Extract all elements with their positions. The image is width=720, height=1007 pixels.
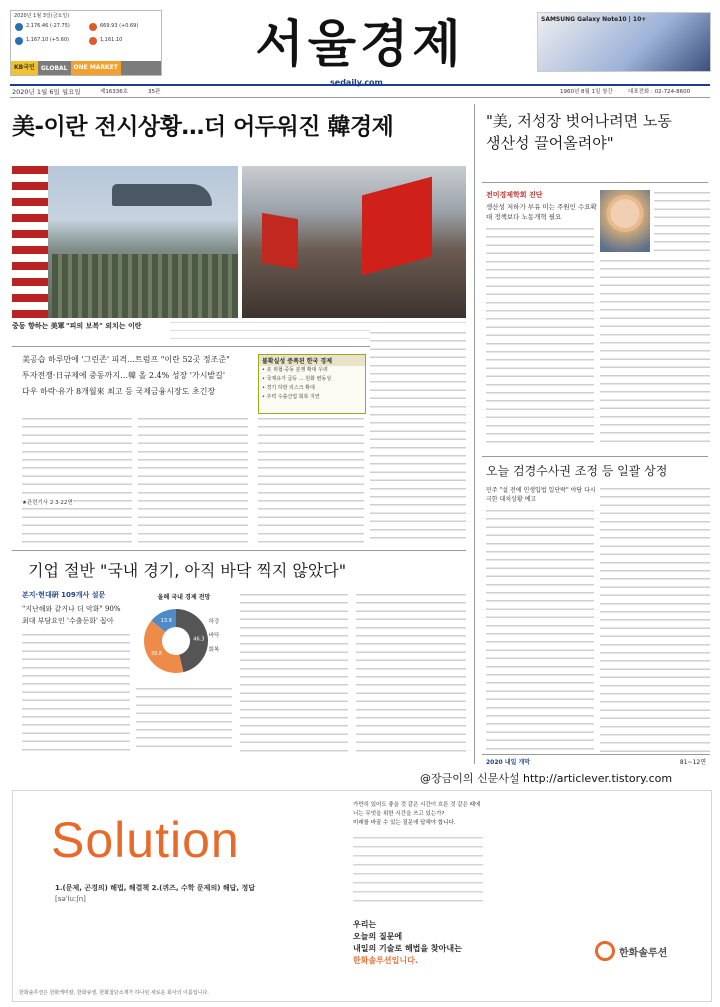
uncertainty-item: • 美 위협·중동 분쟁 확대 우려 (262, 367, 328, 373)
ad-copy-top (353, 801, 573, 828)
kosdaq-up-icon (89, 23, 97, 31)
ad-copy-filler (353, 835, 483, 905)
ad-definition: 1.(문제, 곤경의) 해법, 해결책 2.(퀴즈, 수학 문제의) 해답, 정답 (55, 884, 255, 892)
mid-body-col-2 (136, 686, 232, 752)
banner-global: GLOBAL (40, 64, 68, 72)
site-domain[interactable]: sedaily.com (330, 78, 383, 87)
ad-tagline: 오늘의 질문에 (353, 932, 403, 941)
kosdaq-value: 669.93 (+0.69) (100, 23, 139, 29)
chart-title: 올해 국내 경제 전망 (157, 594, 211, 601)
hanwha-logo-icon (595, 941, 615, 961)
aircraft-shape (112, 184, 212, 206)
pie-category-label: 회복 (208, 647, 220, 653)
mid-divider (12, 550, 466, 551)
mid-sub-1: "지난해와 같거나 더 악화" 90% (22, 605, 121, 613)
corner-ad (537, 12, 711, 72)
uncertainty-box-title: 불확실성 증폭된 한국 경제 (259, 355, 365, 366)
uncertainty-box (258, 354, 366, 414)
usd-value: 1,167.10 (+5.60) (26, 37, 70, 43)
masthead-underline (10, 97, 710, 98)
lead-sub-2: 투자전쟁·日규제에 중동까지…韓 올 2.4% 성장 '가시밭길' (22, 371, 226, 380)
kospi-value: 2,176.46 (-27.75) (26, 23, 70, 29)
watermark: @장금이의 신문사설 http://articlever.tistory.com (420, 772, 673, 785)
ad-copy-line: 너는 무엇을 위한 시간을 쓰고 있는가? (353, 811, 445, 817)
uncertainty-item: • 주력 수출산업 회복 지연 (262, 394, 320, 400)
right-body-b (654, 190, 710, 254)
mid-body-col-3 (240, 592, 348, 752)
caption-right: "피의 보복" 외치는 이란 (66, 322, 142, 330)
ad-pronunciation: [səˈluːʃn] (55, 895, 86, 903)
red-flag-shape-2 (262, 213, 298, 269)
ad-section (12, 790, 712, 1002)
corner-ad-text: SAMSUNG Galaxy Note10 | 10+ (541, 16, 647, 23)
ad-fine-print: 한화솔루션은 한화케미칼, 한화큐셀, 한화첨단소재가 하나된 새로운 회사의 이름입니다. (19, 990, 209, 996)
jpy-value: 1,161.10 (100, 37, 123, 43)
pie-category-label: 하강 (208, 619, 220, 625)
photo-iran-crowd (242, 166, 466, 318)
right-headline: "美, 저성장 벗어나려면 노동생산성 끌어올려야" (486, 112, 672, 152)
lead-body-col-2 (138, 416, 248, 544)
lead-body-col-3 (258, 416, 364, 544)
banner-market: ONE MARKET (71, 61, 121, 75)
lead-sub-3: 다우 하락·유가 8개월來 최고 등 국제금융시장도 초긴장 (22, 387, 216, 396)
ad-word: Solution (51, 812, 240, 868)
uncertainty-item: • 국제유가 급등 … 원화 변동성 (262, 376, 332, 382)
market-banner (11, 61, 161, 75)
outlook-pie-chart (136, 601, 232, 681)
founded-date: 1960년 8월 1일 창간 (560, 89, 613, 95)
mid-body-col-1 (22, 632, 130, 752)
ad-copy-line: 가만히 있어도 좋을 것 같은 시간이 흐른 것 같은 때에 (353, 802, 481, 808)
photo-military (12, 166, 238, 318)
usd-down-icon (15, 37, 23, 45)
footer-bar-left: 2020 내일 개막 (486, 759, 531, 766)
economist-photo (600, 190, 650, 252)
pie-value-label: 13.9 (160, 618, 172, 625)
ad-tagline-brand: 한화솔루션입니다. (353, 956, 418, 965)
phone: 대표전화 : 02-724-8600 (628, 89, 691, 95)
right-sub-2: 민주 "설 전에 민생입법 일단락" 야당 다시 극한 대치상황 예고 (486, 487, 596, 503)
red-flag-shape (362, 177, 432, 276)
market-box (10, 10, 162, 76)
right-body-d (486, 508, 594, 752)
footer-bar-right: 81~12면 (679, 759, 706, 766)
lead-headline: 美-이란 전시상황…더 어두워진 韓경제 (12, 114, 394, 140)
right-mid-rule (482, 456, 708, 457)
footer-bar (482, 754, 710, 767)
jpy-up-icon (89, 37, 97, 45)
ad-tagline: 내일의 기술로 해법을 찾아내는 (353, 944, 462, 953)
mid-sub-2: 최대 부담요인 '수출둔화' 꼽아 (22, 617, 114, 625)
kospi-down-icon (15, 23, 23, 31)
banner-bank: KB국민 (11, 61, 38, 75)
lead-body-col-1 (22, 416, 132, 544)
flag-stripes (12, 166, 48, 318)
lead-body-col-4 (370, 330, 466, 544)
ad-copy-line: 미래를 바꿀 수 있는 질문에 답해야 합니다. (353, 820, 456, 826)
right-headline-2: 오늘 검경수사권 조정 등 일괄 상정 (486, 464, 668, 478)
lead-related: ★관련기사 2·3·22면 (22, 500, 73, 506)
caption-left: 중동 향하는 美軍 (12, 322, 65, 330)
right-body-c (600, 258, 710, 448)
troops-shape (52, 254, 238, 318)
right-body-a (486, 226, 594, 446)
pie-category-label: 바닥 (208, 633, 220, 639)
right-headline-rule (482, 182, 708, 183)
pie-value-label: 39.8 (150, 651, 162, 658)
lead-sub-1: 美공습 하루만에 '그린존' 피격…트럼프 "이란 52곳 정조준" (22, 355, 230, 364)
market-date: 2020년 1월 3일(금요일) (14, 13, 70, 19)
issue-date: 2020년 1월 6일 월요일 (12, 88, 81, 96)
right-sub: 생산성 저하가 부유 미는 주원인 수요확대 정책보다 노동개혁 필요 (486, 203, 597, 221)
issue-pages: 35판 (148, 89, 161, 95)
chart-box (136, 592, 232, 684)
pie-value-label: 46.3 (193, 636, 205, 643)
ad-tagline: 우리는 (353, 920, 377, 929)
masthead-title: 서울경제 (255, 14, 465, 73)
uncertainty-item: • 경기 하방 리스크 확대 (262, 385, 315, 391)
right-col-divider (474, 104, 475, 764)
ad-brand: 한화솔루션 (619, 948, 668, 959)
mid-kicker: 본지·현대硏 109개사 설문 (22, 591, 106, 599)
right-kicker: 전미경제학회 진단 (486, 191, 543, 199)
mid-headline: 기업 절반 "국내 경기, 아직 바닥 찍지 않았다" (28, 561, 347, 580)
issue-number: 제16336호 (100, 89, 129, 95)
ad-copy-bottom (353, 919, 553, 967)
right-body-e (600, 486, 710, 752)
mid-body-col-4 (356, 592, 466, 752)
